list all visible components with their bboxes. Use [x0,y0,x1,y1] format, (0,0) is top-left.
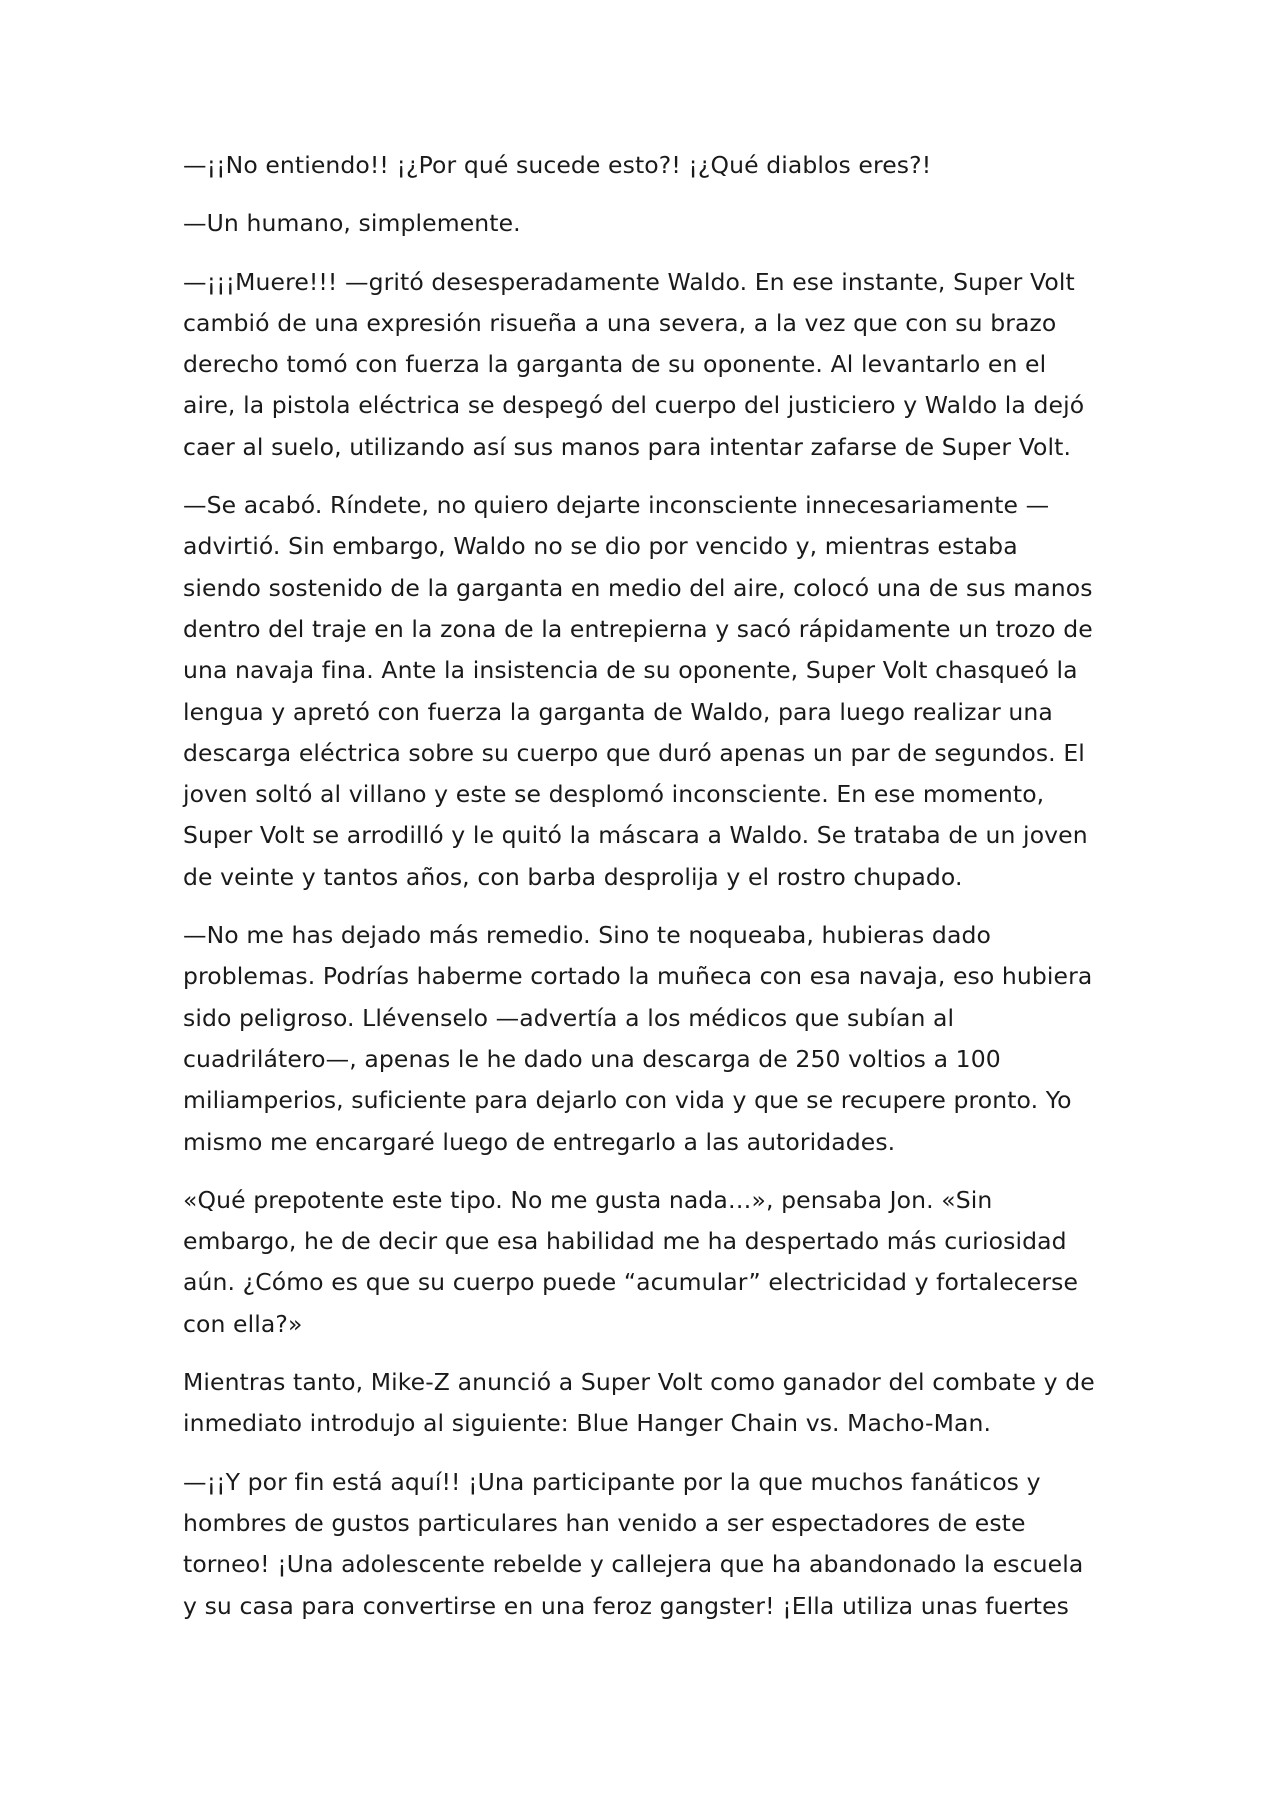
paragraph: «Qué prepotente este tipo. No me gusta nada…», pensaba Jon. «Sin embargo, he de decir que esa habilidad me ha despertado más curiosidad aún. ¿Cómo es que su cuerpo puede “acumular” electricidad y fortalecerse con ella?» [183,1185,1079,1338]
paragraph: —Un humano, simplemente. [183,209,521,238]
paragraph: —No me has dejado más remedio. Sino te noqueaba, hubieras dado problemas. Podrías haberme cortado la muñeca con esa navaja, eso hubiera sido peligroso. Llévenselo —advertía a los médicos que subían al cuadrilátero—, apenas le he dado una descarga de 250 voltios a 100 miliamperios, suficiente para dejarlo con vida y que se recupere pronto. Yo mismo me encargaré luego de entregarlo a las autoridades. [183,921,1093,1156]
paragraph: —Se acabó. Ríndete, no quiero dejarte inconsciente innecesariamente —advirtió. Sin embargo, Waldo no se dio por vencido y, mientras estaba siendo sostenido de la garganta en medio del aire, colocó una de sus manos dentro del traje en la zona de la entrepierna y sacó rápidamente un trozo de una navaja fina. Ante la insistencia de su oponente, Super Volt chasqueó la lengua y apretó con fuerza la garganta de Waldo, para luego realizar una descarga eléctrica sobre su cuerpo que duró apenas un par de segundos. El joven soltó al villano y este se desplomó inconsciente. En ese momento, Super Volt se arrodilló y le quitó la máscara a Waldo. Se trataba de un joven de veinte y tantos años, con barba desprolija y el rostro chupado. [183,491,1093,891]
document-body [183,145,1103,1644]
paragraph: —¡¡¡Muere!!! —gritó desesperadamente Waldo. En ese instante, Super Volt cambió de una expresión risueña a una severa, a la vez que con su brazo derecho tomó con fuerza la garganta de su oponente. Al levantarlo en el aire, la pistola eléctrica se despegó del cuerpo del justiciero y Waldo la dejó caer al suelo, utilizando así sus manos para intentar zafarse de Super Volt. [183,267,1085,461]
paragraph: —¡¡Y por fin está aquí!! ¡Una participante por la que muchos fanáticos y hombres de gustos particulares han venido a ser espectadores de este torneo! ¡Una adolescente rebelde y callejera que ha abandonado la escuela y su casa para convertirse en una feroz gangster! ¡Ella utiliza unas fuertes [183,1467,1084,1620]
paragraph: Mientras tanto, Mike-Z anunció a Super Volt como ganador del combate y de inmediato introdujo al siguiente: Blue Hanger Chain vs. Macho-Man. [183,1368,1095,1438]
paragraph: —¡¡No entiendo!! ¡¿Por qué sucede esto?! ¡¿Qué diablos eres?! [183,151,932,179]
